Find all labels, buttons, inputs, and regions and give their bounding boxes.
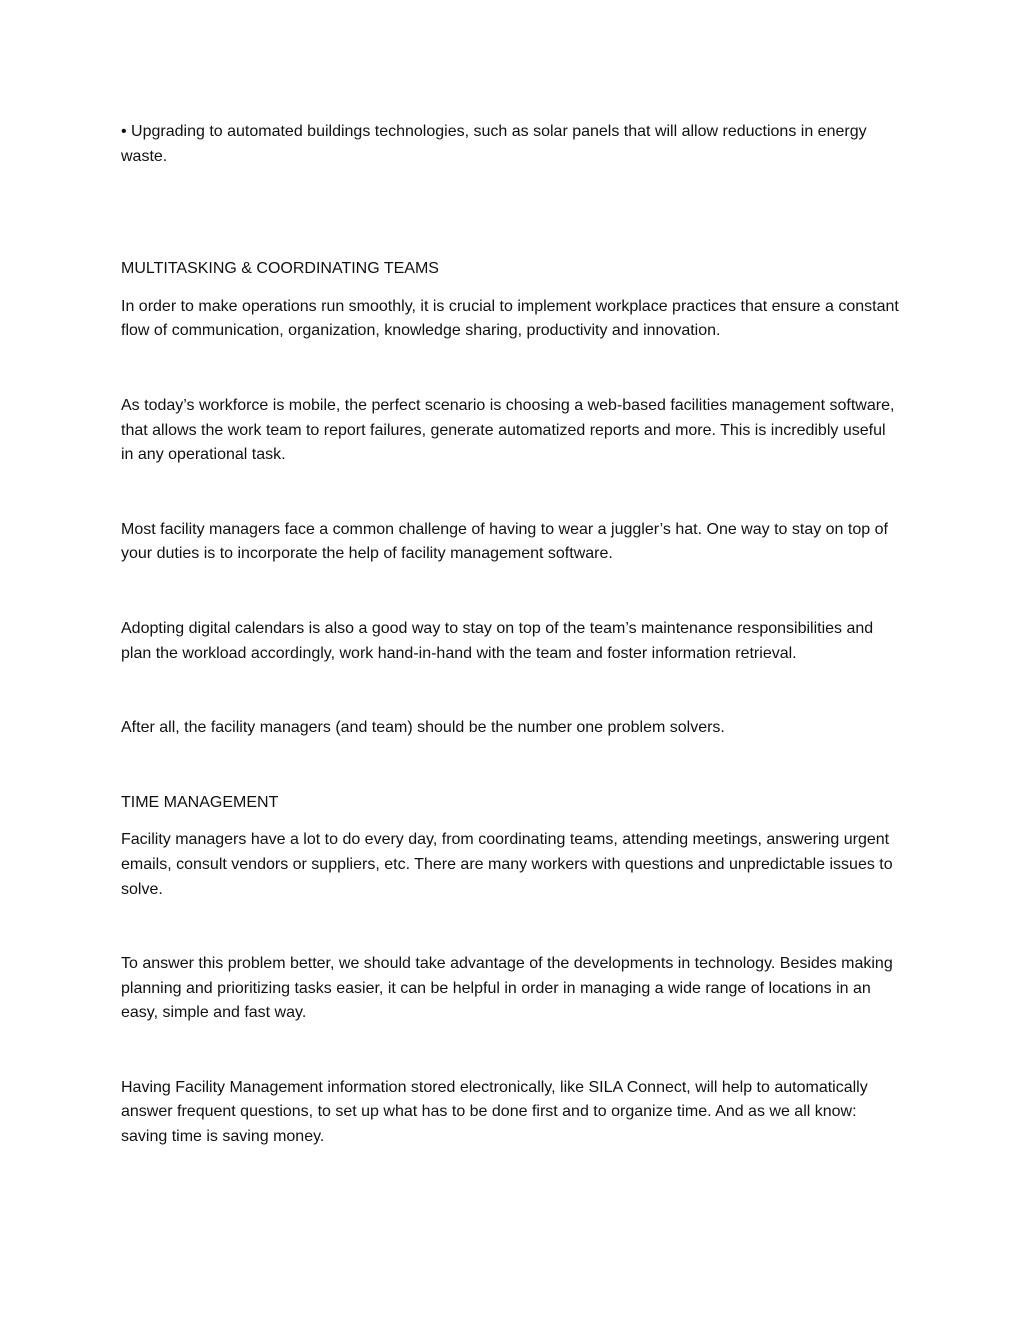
paragraph: Having Facility Management information stored electronically, like SILA Connect, will help to automatically answer frequent questions, to set up what has to be done first and to organize time. And as we all know: saving time is saving money. xyxy=(121,1078,868,1146)
section-heading-time-management: TIME MANAGEMENT xyxy=(121,793,279,811)
paragraph: As today’s workforce is mobile, the perfect scenario is choosing a web-based facilities management software, that allows the work team to report failures, generate automatized reports and more. This is incredibly useful in any operational task. xyxy=(121,396,895,464)
paragraph: In order to make operations run smoothly, it is crucial to implement workplace practices that ensure a constant flow of communication, organization, knowledge sharing, productivity and innovation. xyxy=(121,297,899,340)
paragraph: To answer this problem better, we should take advantage of the developments in technology. Besides making planning and prioritizing tasks easier, it can be helpful in order in managing a wide range of locations in an easy, simple and fast way. xyxy=(121,955,893,1022)
paragraph: After all, the facility managers (and team) should be the number one problem solvers. xyxy=(121,719,725,737)
paragraph: Facility managers have a lot to do every day, from coordinating teams, attending meetings, answering urgent emails, consult vendors or suppliers, etc. There are many workers with questions and unpredictable issues to solve. xyxy=(121,831,893,898)
section-heading-multitasking: MULTITASKING & COORDINATING TEAMS xyxy=(121,260,439,278)
document-body xyxy=(121,120,901,1150)
paragraph: Adopting digital calendars is also a good way to stay on top of the team’s maintenance responsibilities and plan the workload accordingly, work hand-in-hand with the team and foster information retrieval. xyxy=(121,619,874,662)
bullet-item: • Upgrading to automated buildings technologies, such as solar panels that will allow reductions in energy waste. xyxy=(121,123,867,165)
paragraph: Most facility managers face a common challenge of having to wear a juggler’s hat. One way to stay on top of your duties is to incorporate the help of facility management software. xyxy=(121,520,888,563)
